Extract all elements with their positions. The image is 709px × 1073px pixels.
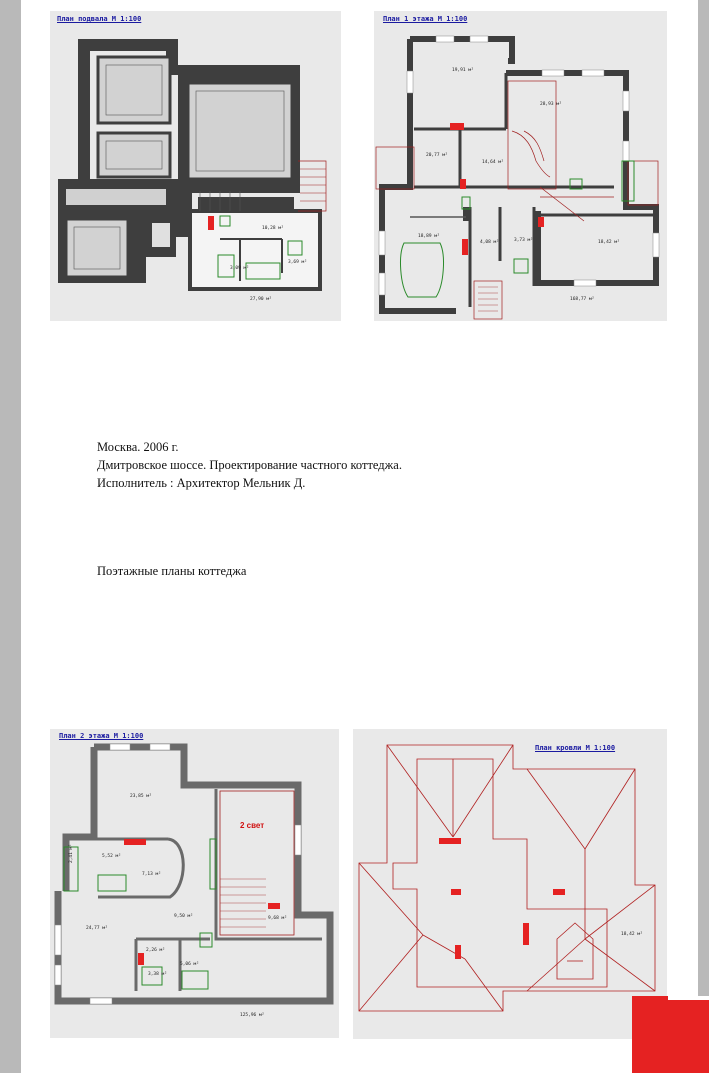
floor1-room-label: 18,42 м² <box>598 240 620 245</box>
floor1-room-label: 19,91 м² <box>452 68 474 73</box>
corner-accent <box>632 996 709 1073</box>
floor2-room-label: 24,77 м² <box>86 926 108 931</box>
floor2-drawing <box>50 729 339 1038</box>
floor2-room-label: 3,38 м² <box>148 972 167 977</box>
roof-plan-title: План кровли М 1:100 <box>535 744 616 752</box>
basement-room-label: 10,28 м² <box>262 226 284 231</box>
floor2-room-label: 2,26 м² <box>146 948 165 953</box>
basement-plan-title: План подвала М 1:100 <box>57 15 142 23</box>
roof-room-label: 18,42 м² <box>621 932 643 937</box>
floor1-room-label: 14,64 м² <box>482 160 504 165</box>
floor2-area-total: 125,96 м² <box>240 1013 265 1018</box>
double-height-note: 2 свет <box>240 821 265 830</box>
floor2-room-label: 2,41 м² <box>69 844 74 863</box>
floor1-drawing <box>374 11 667 321</box>
basement-plan <box>50 11 341 321</box>
basement-area-total: 27,90 м² <box>250 297 272 302</box>
floor1-room-label: 20,77 м² <box>426 153 448 158</box>
floor2-room-label: 9,68 м² <box>268 916 287 921</box>
floor1-plan <box>374 11 667 321</box>
floor1-room-label: 4,08 м² <box>480 240 499 245</box>
floor2-room-label: 5,52 м² <box>102 854 121 859</box>
basement-room-label: 3,09 м² <box>230 266 249 271</box>
roof-drawing <box>353 729 667 1039</box>
floor1-area-total: 168,77 м² <box>570 297 595 302</box>
floor2-room-label: 5,06 м² <box>180 962 199 967</box>
corner-accent-top <box>668 996 709 1000</box>
floor1-plan-title: План 1 этажа М 1:100 <box>383 15 468 23</box>
floor1-room-label: 28,93 м² <box>540 102 562 107</box>
section-subtitle: Поэтажные планы коттеджа <box>97 564 247 578</box>
floor2-room-label: 7,13 м² <box>142 872 161 877</box>
project-line: Дмитровское шоссе. Проектирование частного коттеджа. <box>97 458 402 472</box>
basement-room-label: 3,69 м² <box>288 260 307 265</box>
roof-plan <box>353 729 667 1039</box>
floor2-plan <box>50 729 339 1038</box>
floor2-plan-title: План 2 этажа М 1:100 <box>59 732 144 740</box>
author-line: Исполнитель : Архитектор Мельник Д. <box>97 476 306 490</box>
floor1-room-label: 18,89 м² <box>418 234 440 239</box>
floor2-room-label: 23,85 м² <box>130 794 152 799</box>
floor1-room-label: 3,73 м² <box>514 238 533 243</box>
floor2-room-label: 9,50 м² <box>174 914 193 919</box>
location-date-line: Москва. 2006 г. <box>97 440 179 454</box>
basement-drawing <box>50 11 341 321</box>
